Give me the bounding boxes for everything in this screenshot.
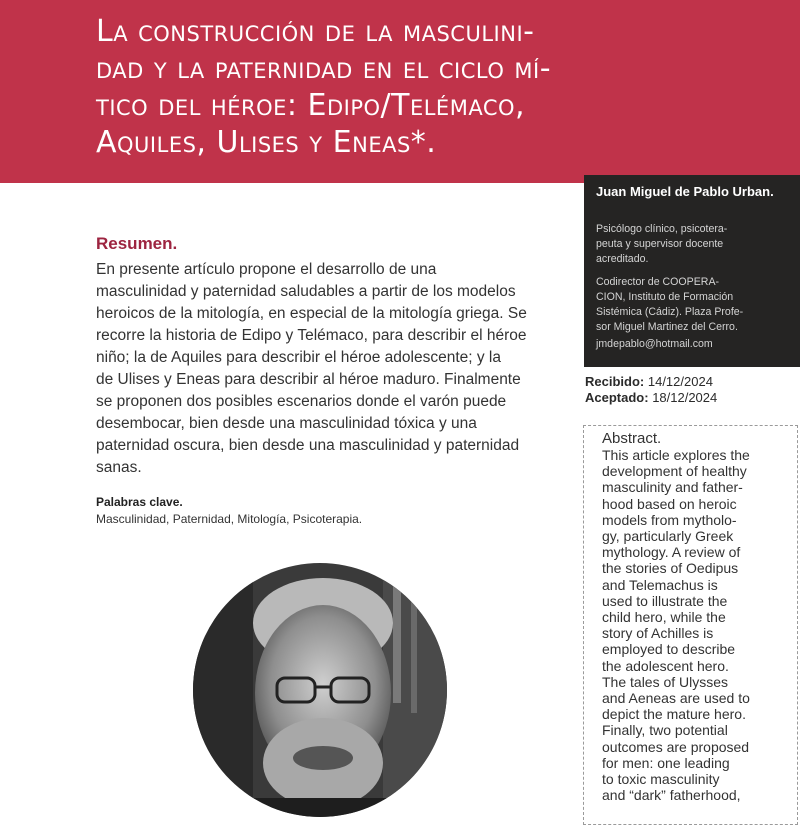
abstract-box (583, 425, 798, 825)
dates-block (585, 374, 717, 406)
article-title-line: tico del héroe: Edipo/Telémaco, (96, 88, 526, 123)
author-affiliation: Codirector de COOPERA- CION, Instituto de Formación Sistémica (Cádiz). Plaza Profe- sor Miguel Martinez del Cerro. (596, 276, 744, 333)
author-box (584, 175, 800, 367)
title-band (0, 0, 800, 183)
article-title-line: Aquiles, Ulises y Eneas*. (96, 125, 437, 160)
article-title-line: dad y la paternidad en el ciclo mí- (96, 51, 552, 86)
accepted-date: Aceptado: 18/12/2024 (585, 390, 718, 405)
author-email[interactable]: jmdepablo@hotmail.com (596, 338, 713, 350)
author-photo (193, 563, 447, 817)
received-date: Recibido: 14/12/2024 (585, 374, 713, 389)
keywords-text: Masculinidad, Paternidad, Mitología, Psicoterapia. (96, 512, 363, 526)
resumen-text: En presente artículo propone el desarrollo de una masculinidad y paternidad saludables a partir de los modelos heroicos de la mitología, en especial de la mitología griega. Se recorre la historia de Edipo y Telémaco, para describir el héroe niño; la de Aquiles para describir el héroe adolescente; y la de Ulises y Eneas para describir al héroe maduro. Finalmente se proponen dos posibles escenarios donde el varón puede desembocar, bien desde una masculinidad tóxica y una paternidad oscura, bien desde una masculinidad y paternidad sanas. (96, 261, 527, 476)
article-title-line: La construcción de la masculini- (96, 14, 535, 49)
abstract-text: This article explores the development of healthy masculinity and father- hood based on heroic models from mytholo- gy, particularly Greek mythology. A review of the stories of Oedipus and Telemachus is used to illustrate the child hero, while the story of Achilles is employed to describe the adolescent hero. The tales of Ulysses and Aeneas are used to depict the mature hero. Finally, two potential outcomes are proposed for men: one leading to toxic masculinity and “dark” fatherhood, (602, 447, 750, 804)
resumen-heading: Resumen. (96, 234, 178, 253)
author-role: Psicólogo clínico, psicotera- peuta y supervisor docente acreditado. (596, 223, 728, 265)
abstract-heading: Abstract. (602, 430, 662, 447)
author-name: Juan Miguel de Pablo Urban. (596, 184, 774, 199)
keywords-label: Palabras clave. (96, 495, 183, 509)
